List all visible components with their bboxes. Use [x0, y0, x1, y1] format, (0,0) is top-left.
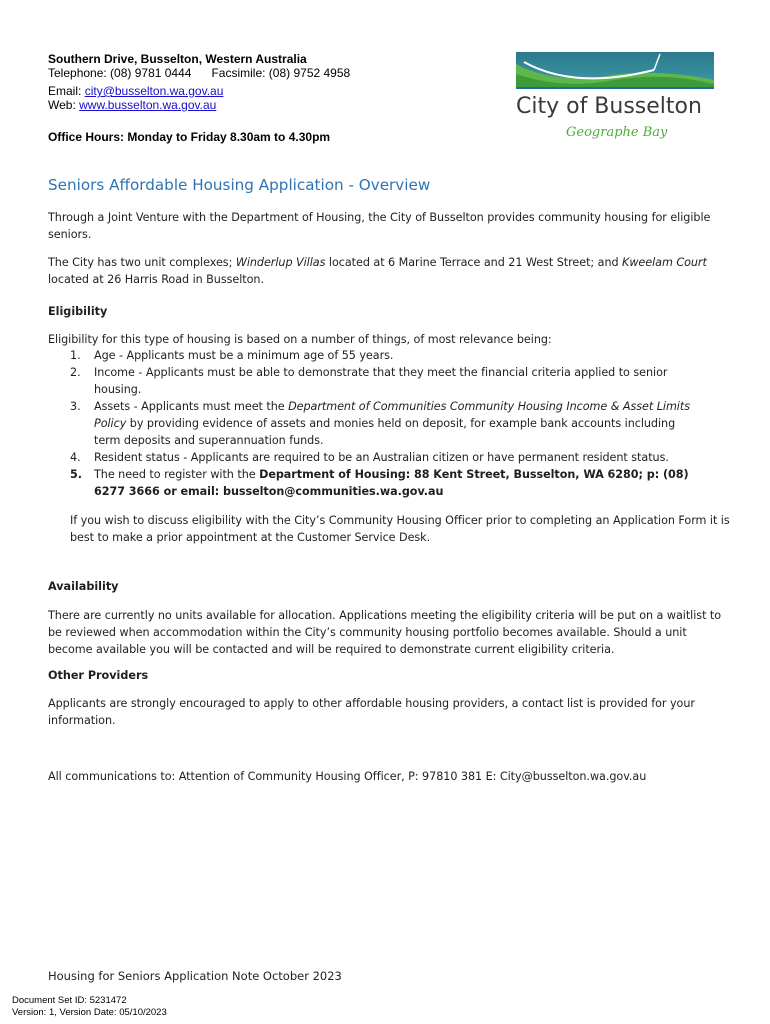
facsimile: Facsimile: (08) 9752 4958: [211, 66, 351, 80]
address: Southern Drive, Busselton, Western Australia: [48, 52, 307, 66]
logo-tagline: Geographe Bay: [566, 125, 668, 140]
intro-paragraph-2: The City has two unit complexes; Winderlup Villas located at 6 Marine Terrace and 21 West Street; and Kweelam Court located at 26 Harris Road in Busselton.: [48, 256, 707, 286]
web-line: Web: www.busselton.wa.gov.au: [48, 98, 217, 112]
list-item: 3. Assets - Applicants must meet the Department of Communities Community Housing Income & Asset Limits Policy by providing evidence of assets and monies held on deposit, for example bank accounts including term deposits and superannuation funds.: [70, 400, 690, 447]
eligibility-note: If you wish to discuss eligibility with the City’s Community Housing Officer prior to completing an Application Form it is best to make a prior appointment at the Customer Service Desk.: [70, 514, 730, 544]
list-item: 1. Age - Applicants must be a minimum age of 55 years.: [70, 349, 394, 362]
list-item: 2. Income - Applicants must be able to demonstrate that they meet the financial criteria applied to senior housing.: [70, 366, 668, 396]
email-line: Email: city@busselton.wa.gov.au: [48, 84, 224, 98]
city-logo: [514, 50, 716, 146]
web-link[interactable]: www.busselton.wa.gov.au: [79, 98, 217, 112]
eligibility-heading: Eligibility: [48, 305, 108, 318]
intro-paragraph-1: Through a Joint Venture with the Department of Housing, the City of Busselton provides community housing for eligible seniors.: [48, 211, 711, 241]
document-set-id: Document Set ID: 5231472: [12, 995, 127, 1006]
eligibility-lead: Eligibility for this type of housing is based on a number of things, of most relevance being:: [48, 333, 552, 346]
page-title: Seniors Affordable Housing Application - Overview: [48, 176, 431, 194]
telephone: Telephone: (08) 9781 0444: [48, 66, 192, 80]
other-providers-heading: Other Providers: [48, 669, 149, 682]
list-item: 5. The need to register with the Department of Housing: 88 Kent Street, Busselton, WA 6280; p: (08) 6277 3666 or email: busselton@communities.wa.gov.au: [70, 468, 689, 498]
availability-heading: Availability: [48, 580, 119, 593]
logo-name: City of Busselton: [516, 94, 702, 119]
other-providers-text: Applicants are strongly encouraged to apply to other affordable housing providers, a contact list is provided for your information.: [48, 697, 695, 727]
eligibility-list: [48, 347, 700, 500]
availability-text: There are currently no units available for allocation. Applications meeting the eligibility criteria will be put on a waitlist to be reviewed when accommodation within the City’s community housing portfolio becomes available. Should a unit become available you will be contacted and will be required to demonstrate current eligibility criteria.: [48, 609, 722, 656]
office-hours: Office Hours: Monday to Friday 8.30am to 4.30pm: [48, 130, 331, 144]
email-link[interactable]: city@busselton.wa.gov.au: [84, 84, 224, 98]
communications-line: All communications to: Attention of Community Housing Officer, P: 97810 381 E: City@busselton.wa.gov.au: [48, 770, 647, 783]
version-info: Version: 1, Version Date: 05/10/2023: [12, 1007, 167, 1018]
list-item: 4. Resident status - Applicants are required to be an Australian citizen or have permanent resident status.: [70, 451, 669, 464]
footer-note: Housing for Seniors Application Note October 2023: [48, 969, 342, 983]
logo-graphic-icon: [514, 50, 716, 146]
phone-line: [48, 66, 350, 81]
